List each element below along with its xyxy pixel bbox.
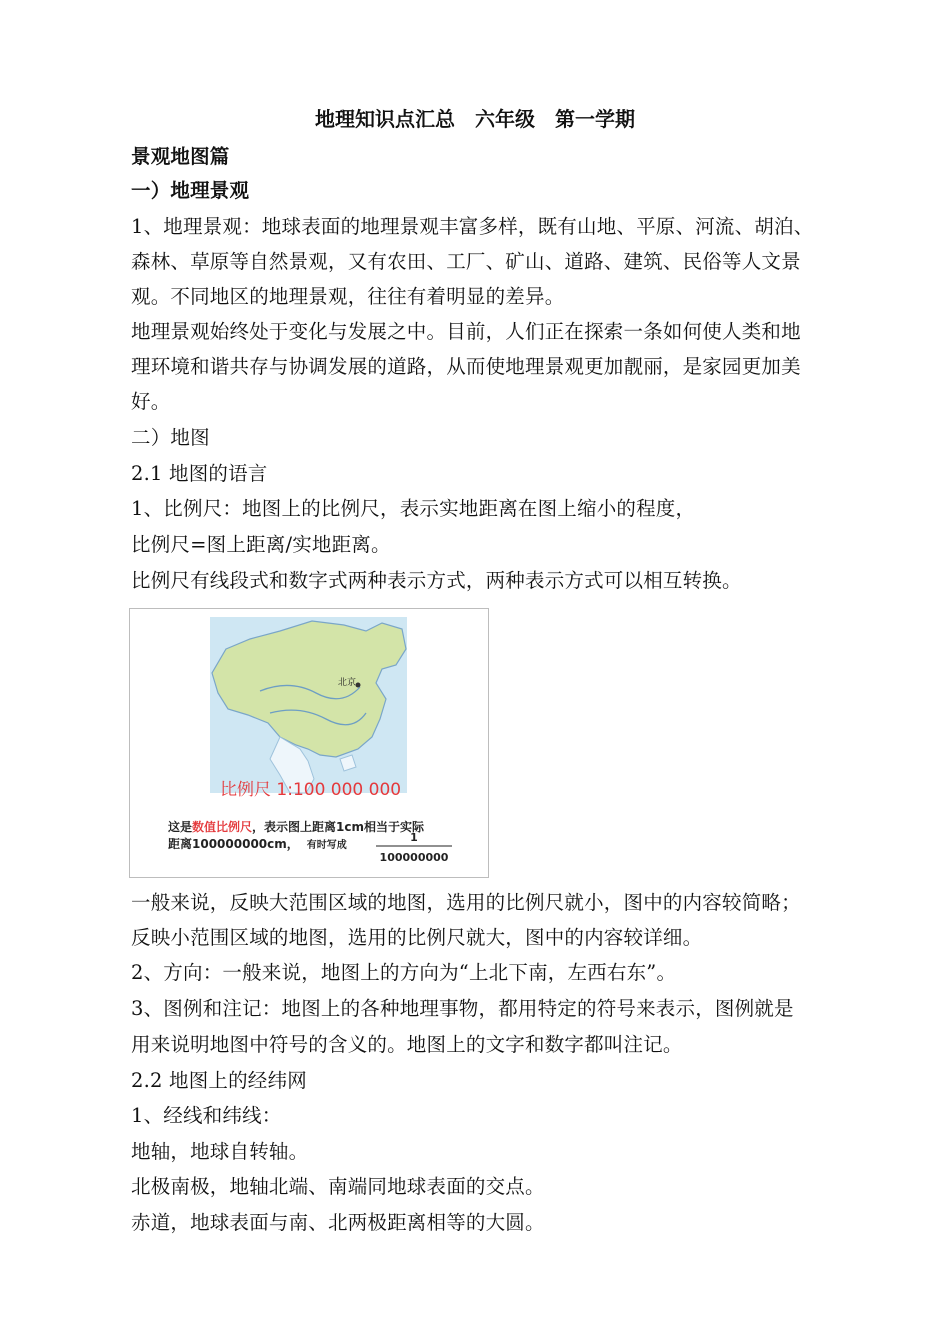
caption-also: 有时写成	[306, 840, 347, 851]
paragraph-line: 比例尺=图上距离/实地距离。	[131, 533, 391, 556]
paragraph-line: 用来说明地图中符号的含义的。地图上的文字和数字都叫注记。	[131, 1033, 683, 1056]
caption-rest: ，表示图上距离1cm相当于实际	[252, 820, 424, 834]
paragraph-line: 2、方向：一般来说，地图上的方向为“上北下南，左西右东”。	[131, 961, 677, 984]
paragraph-line: 观。不同地区的地理景观，往往有着明显的差异。	[131, 285, 565, 308]
paragraph-line: 反映小范围区域的地图，选用的比例尺就大，图中的内容较详细。	[131, 926, 703, 949]
paragraph-line: 好。	[131, 390, 171, 413]
paragraph-line: 一般来说，反映大范围区域的地图，选用的比例尺就小，图中的内容较简略；	[131, 891, 801, 914]
fraction-denominator: 100000000	[379, 851, 449, 864]
subheading-map-language: 2.1 地图的语言	[131, 462, 268, 485]
paragraph-line: 理环境和谐共存与协调发展的道路，从而使地理景观更加靓丽，是家园更加美	[131, 355, 801, 378]
caption-prefix: 这是	[168, 820, 193, 834]
section-title: 景观地图篇	[131, 145, 230, 168]
fraction-numerator: 1	[410, 831, 418, 844]
caption-distance: 距离100000000cm，	[168, 837, 299, 851]
paragraph-line: 森林、草原等自然景观，又有农田、工厂、矿山、道路、建筑、民俗等人文景	[131, 250, 801, 273]
caption-line-1	[168, 819, 425, 834]
caption-highlight: 数值比例尺	[192, 820, 253, 834]
paragraph-line: 赤道，地球表面与南、北两极距离相等的大圆。	[131, 1211, 545, 1234]
paragraph-line: 1、经线和纬线：	[131, 1104, 282, 1127]
scale-map-figure	[129, 608, 489, 878]
paragraph-line: 比例尺有线段式和数字式两种表示方式，两种表示方式可以相互转换。	[131, 569, 742, 592]
paragraph-line: 地理景观始终处于变化与发展之中。目前，人们正在探索一条如何使人类和地	[131, 320, 801, 343]
beijing-dot	[356, 683, 361, 688]
subheading-graticule: 2.2 地图上的经纬网	[131, 1069, 307, 1092]
paragraph-line: 北极南极，地轴北端、南端同地球表面的交点。	[131, 1175, 545, 1198]
paragraph-line: 3、图例和注记：地图上的各种地理事物，都用特定的符号来表示，图例就是	[131, 997, 794, 1020]
paragraph-line: 地轴，地球自转轴。	[131, 1140, 309, 1163]
paragraph-line: 1、比例尺：地图上的比例尺，表示实地距离在图上缩小的程度，	[131, 497, 696, 520]
heading-map: 二）地图	[131, 426, 210, 449]
paragraph-line: 1、地理景观：地球表面的地理景观丰富多样，既有山地、平原、河流、胡泊、	[131, 215, 814, 238]
document-title: 地理知识点汇总 六年级 第一学期	[315, 107, 635, 131]
scale-ratio-label: 比例尺 1:100 000 000	[220, 780, 402, 800]
caption-line-2	[168, 836, 347, 851]
heading-landscape: 一）地理景观	[131, 179, 250, 202]
beijing-label: 北京	[338, 678, 357, 688]
